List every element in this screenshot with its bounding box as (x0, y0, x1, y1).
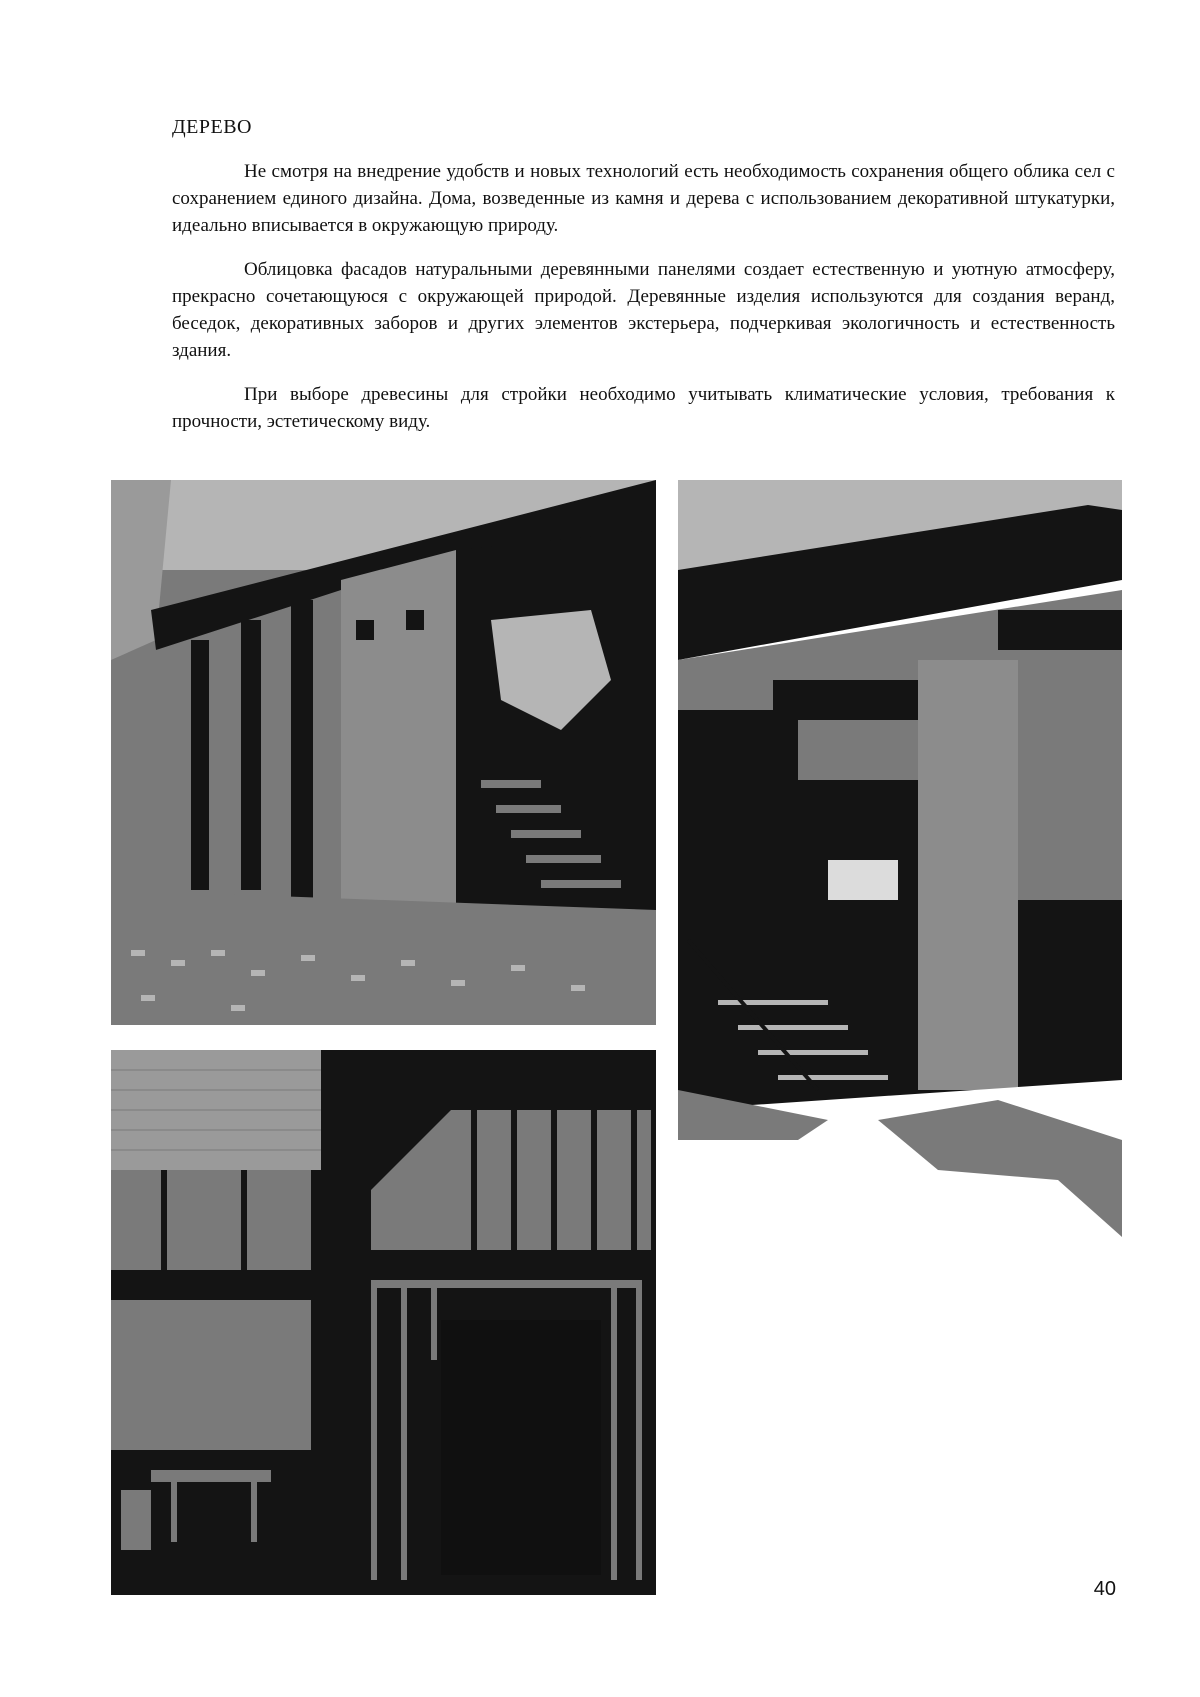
body-text (172, 158, 1115, 452)
photo-entrance-canopy (678, 480, 1122, 1237)
photo-facade-staircase (111, 480, 656, 1025)
paragraph-3: При выборе древесины для стройки необходимо учитывать климатические условия, требования к прочности, эстетическому виду. (172, 384, 1115, 432)
paragraph-2: Облицовка фасадов натуральными деревянными панелями создает естественную и уютную атмосферу, прекрасно сочетающуюся с окружающей природой. Деревянные изделия используются для создания веранд, беседок, декоративных заборов и других элементов экстерьера, подчеркивая экологичность и естественность здания. (172, 259, 1115, 361)
page-number: 40 (1093, 1578, 1116, 1600)
paragraph-1: Не смотря на внедрение удобств и новых технологий есть необходимость сохранения общего облика сел с сохранением единого дизайна. Дома, возведенные из камня и дерева с использованием декоративной штукатурки, идеально вписывается в окружающую природу. (172, 161, 1115, 236)
section-heading: ДЕРЕВО (172, 116, 252, 138)
photo-veranda-slats (111, 1050, 656, 1595)
